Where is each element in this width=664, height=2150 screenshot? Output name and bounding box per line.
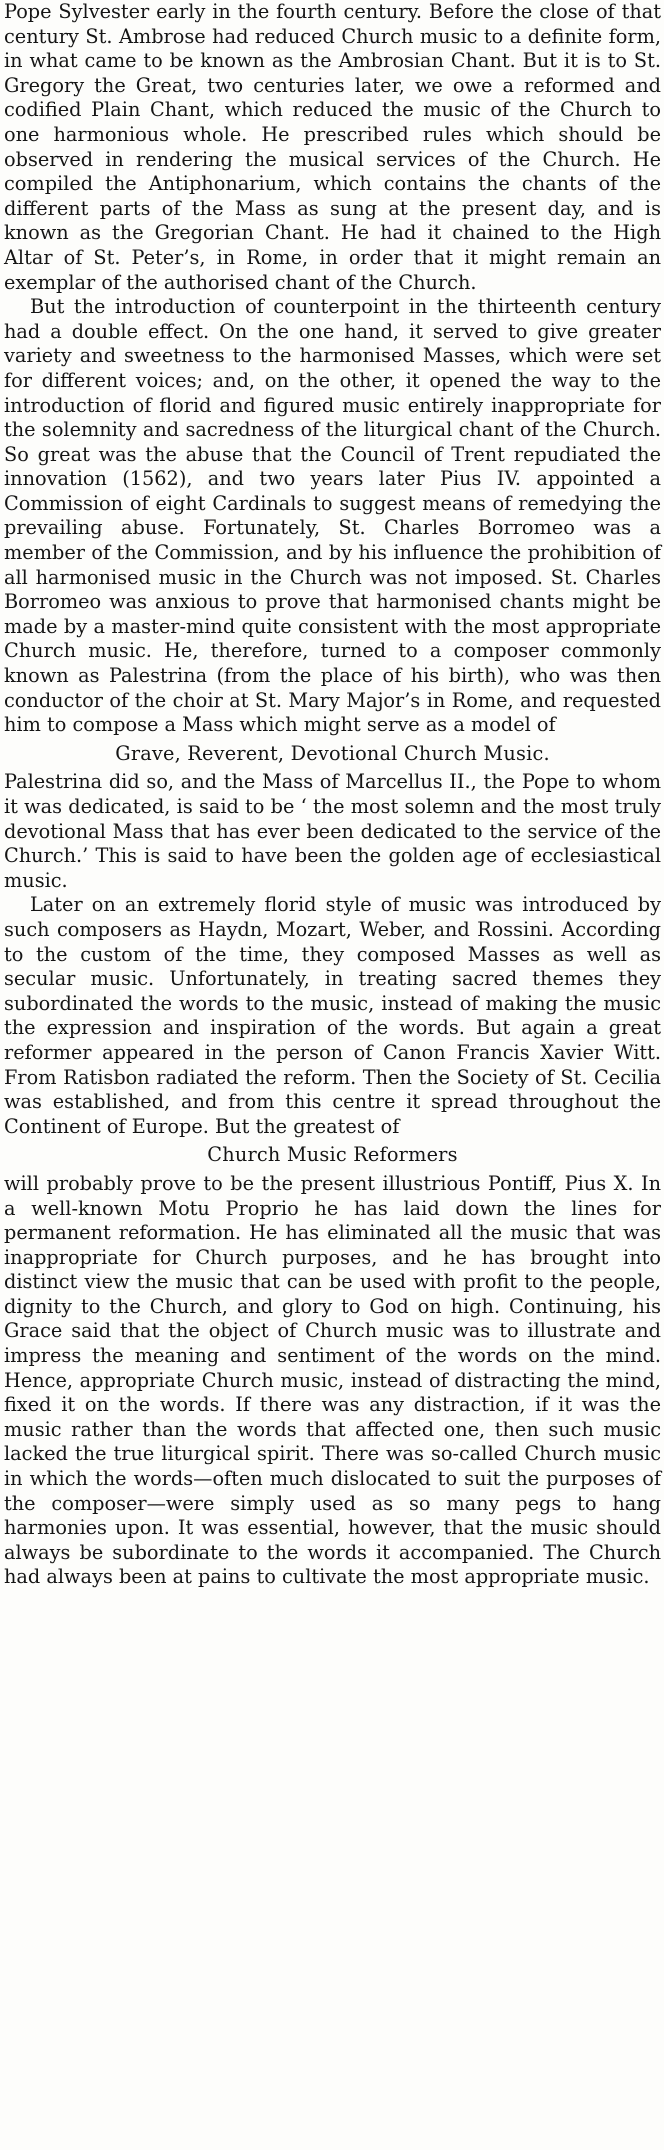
subheading: Grave, Reverent, Devotional Church Music. xyxy=(115,741,550,765)
subheading: Church Music Reformers xyxy=(207,1143,458,1167)
article-paragraph: will probably prove to be the present illustrious Pontiff, Pius X. In a well-known Motu Proprio he has laid down the lines for permanent reformation. He has eliminated all the music that was inappropriate for Church purposes, and he has brought into distinct view the music that can be used with profit to the people, dignity to the Church, and glory to God on high. Continuing, his Grace said that the object of Church music was to illustrate and impress the meaning and sentiment of the words on the mind. Hence, appropriate Church music, instead of distracting the mind, fixed it on the words. If there was any distraction, if it was the music rather than the words that affected one, then such music lacked the true liturgical spirit. There was so-called Church music in which the words—often much dislocated to suit the purposes of the composer—were simply used as so many pegs to hang harmonies upon. It was essential, however, that the music should always be subordinate to the words it accompanied. The Church had always been at pains to cultivate the most appropriate music. xyxy=(4,1171,661,1589)
article-paragraph: Pope Sylvester early in the fourth century. Before the close of that century St. Ambrose had reduced Church music to a definite form, in what came to be known as the Ambrosian Chant. But it is to St. Gregory the Great, two centuries later, we owe a reformed and codified Plain Chant, which reduced the music of the Church to one harmonious whole. He prescribed rules which should be observed in rendering the musical services of the Church. He compiled the Antiphonarium, which contains the chants of the different parts of the Mass as sung at the present day, and is known as the Gregorian Chant. He had it chained to the High Altar of St. Peter’s, in Rome, in order that it might remain an exemplar of the authorised chant of the Church. xyxy=(4,0,661,294)
article-paragraph: Palestrina did so, and the Mass of Marcellus II., the Pope to whom it was dedicated, is said to be ‘ the most solemn and the most truly devotional Mass that has ever been dedicated to the service of the Church.’ This is said to have been the golden age of ecclesiastical music. xyxy=(4,770,661,892)
article-paragraph: But the introduction of counterpoint in the thirteenth century had a double effect. On the one hand, it served to give greater variety and sweetness to the harmonised Masses, which were set for different voices; and, on the other, it opened the way to the introduction of florid and figured music entirely inappropriate for the solemnity and sacredness of the liturgical chant of the Church. So great was the abuse that the Council of Trent repudiated the innovation (1562), and two years later Pius IV. appointed a Commission of eight Cardinals to suggest means of remedying the prevailing abuse. Fortunately, St. Charles Borromeo was a member of the Commission, and by his influence the prohibition of all harmonised music in the Church was not imposed. St. Charles Borromeo was anxious to prove that harmonised chants might be made by a master-mind quite consistent with the most appropriate Church music. He, therefore, turned to a composer commonly known as Palestrina (from the place of his birth), who was then conductor of the choir at St. Mary Major’s in Rome, and requested him to compose a Mass which might serve as a model of xyxy=(4,295,661,737)
article-paragraph: Later on an extremely florid style of music was introduced by such composers as Haydn, Mozart, Weber, and Rossini. According to the custom of the time, they composed Masses as well as secular music. Unfortunately, in treating sacred themes they subordinated the words to the music, instead of making the music the expression and inspiration of the words. But again a great reformer appeared in the person of Canon Francis Xavier Witt. From Ratisbon radiated the reform. Then the Society of St. Cecilia was established, and from this centre it spread throughout the Continent of Europe. But the greatest of xyxy=(4,893,661,1138)
article-column xyxy=(4,0,661,1590)
